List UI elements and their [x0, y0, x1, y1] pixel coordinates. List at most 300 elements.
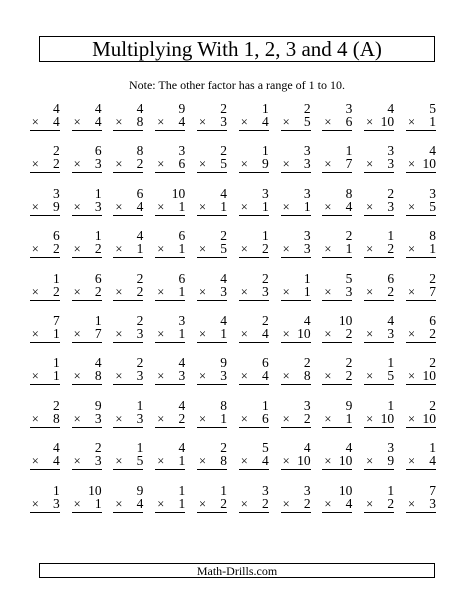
times-sign: ×: [282, 157, 290, 172]
bottom-row: [406, 454, 436, 470]
bottom-row: [364, 115, 394, 131]
multiplication-problem: [22, 310, 64, 352]
bottom-row: [30, 327, 60, 343]
top-factor: 3: [387, 143, 395, 159]
bottom-row: [155, 497, 185, 513]
times-sign: ×: [366, 454, 374, 469]
multiplication-problem: [64, 98, 106, 140]
top-factor: 4: [220, 270, 227, 286]
top-factor: 2: [345, 228, 353, 244]
top-factor: 4: [178, 355, 186, 371]
multiplication-problem: [22, 140, 64, 182]
bottom-row: [113, 200, 143, 216]
top-factor: 1: [53, 482, 60, 498]
top-factor: 10: [338, 312, 353, 328]
multiplication-problem: [231, 140, 273, 182]
top-factor: 4: [429, 143, 436, 159]
bottom-row: [239, 157, 269, 173]
times-sign: ×: [73, 115, 81, 129]
bottom-row: [30, 412, 60, 428]
bottom-row: [281, 497, 311, 513]
bottom-row: [197, 115, 227, 131]
times-sign: ×: [115, 115, 123, 129]
bottom-factor: 10: [297, 453, 311, 469]
bottom-factor: 7: [94, 325, 102, 341]
times-sign: ×: [240, 199, 248, 214]
bottom-row: [281, 369, 311, 385]
bottom-row: [364, 200, 394, 216]
top-factor: 2: [303, 355, 311, 371]
bottom-row: [281, 200, 311, 216]
top-factor: 8: [220, 397, 227, 413]
top-factor: 8: [429, 228, 436, 244]
multiplication-problem: [231, 352, 273, 394]
bottom-row: [239, 242, 269, 258]
bottom-row: [239, 200, 269, 216]
bottom-row: [72, 497, 102, 513]
bottom-factor: 4: [53, 114, 60, 129]
bottom-row: [155, 412, 185, 428]
bottom-factor: 4: [136, 198, 144, 214]
times-sign: ×: [282, 454, 290, 469]
multiplication-problem: [22, 480, 64, 522]
bottom-row: [30, 115, 60, 131]
bottom-factor: 2: [220, 495, 227, 511]
top-factor: 4: [178, 440, 186, 456]
top-factor: 4: [94, 101, 102, 116]
times-sign: ×: [157, 454, 165, 469]
multiplication-problem: [231, 310, 273, 352]
top-factor: 6: [262, 355, 269, 371]
bottom-factor: 1: [178, 325, 186, 341]
times-sign: ×: [31, 242, 39, 257]
multiplication-problem: [398, 98, 440, 140]
times-sign: ×: [366, 369, 374, 384]
multiplication-problem: [22, 395, 64, 437]
bottom-row: [322, 115, 352, 131]
top-factor: 3: [262, 482, 269, 498]
bottom-row: [113, 454, 143, 470]
bottom-row: [155, 285, 185, 301]
bottom-factor: 6: [178, 156, 186, 172]
multiplication-problem: [231, 183, 273, 225]
bottom-factor: 1: [303, 283, 311, 299]
top-factor: 9: [94, 397, 102, 413]
times-sign: ×: [407, 496, 416, 511]
multiplication-problem: [64, 480, 106, 522]
bottom-row: [72, 285, 102, 301]
top-factor: 1: [262, 228, 269, 244]
multiplication-problem: [147, 225, 189, 267]
times-sign: ×: [198, 326, 207, 341]
bottom-factor: 2: [178, 410, 186, 426]
top-factor: 1: [94, 312, 102, 328]
top-factor: 10: [338, 482, 353, 498]
top-factor: 2: [53, 397, 60, 413]
multiplication-problem: [106, 140, 148, 182]
multiplication-problem: [64, 225, 106, 267]
times-sign: ×: [407, 157, 416, 172]
multiplication-problem: [398, 310, 440, 352]
bottom-row: [322, 200, 352, 216]
times-sign: ×: [366, 242, 374, 257]
bottom-factor: 5: [220, 156, 227, 172]
bottom-factor: 1: [178, 453, 186, 469]
multiplication-problem: [315, 310, 357, 352]
bottom-factor: 5: [303, 114, 311, 129]
top-factor: 3: [303, 143, 311, 159]
multiplication-problem: [315, 480, 357, 522]
bottom-row: [113, 412, 143, 428]
top-factor: 7: [429, 482, 436, 498]
multiplication-problem: [147, 437, 189, 479]
top-factor: 1: [429, 440, 436, 456]
multiplication-problem: [147, 268, 189, 310]
multiplication-problem: [231, 437, 273, 479]
bottom-factor: 3: [94, 453, 102, 469]
bottom-factor: 3: [429, 495, 436, 511]
bottom-factor: 3: [220, 368, 227, 384]
times-sign: ×: [115, 242, 123, 257]
multiplication-problem: [398, 183, 440, 225]
times-sign: ×: [115, 326, 123, 341]
bottom-row: [281, 454, 311, 470]
times-sign: ×: [198, 242, 207, 257]
times-sign: ×: [407, 284, 416, 299]
bottom-factor: 4: [429, 453, 436, 469]
top-factor: 4: [178, 397, 186, 413]
bottom-row: [197, 285, 227, 301]
top-factor: 2: [94, 440, 102, 456]
bottom-row: [364, 369, 394, 385]
bottom-factor: 10: [380, 114, 395, 129]
multiplication-problem: [315, 225, 357, 267]
multiplication-problem: [273, 140, 315, 182]
top-factor: 6: [94, 270, 102, 286]
bottom-factor: 8: [136, 114, 144, 129]
bottom-factor: 2: [94, 283, 102, 299]
multiplication-problem: [356, 225, 398, 267]
bottom-row: [30, 157, 60, 173]
bottom-row: [406, 242, 436, 258]
times-sign: ×: [31, 157, 39, 172]
multiplication-problem: [231, 268, 273, 310]
bottom-row: [322, 327, 352, 343]
bottom-row: [281, 285, 311, 301]
top-factor: 3: [303, 397, 311, 413]
bottom-factor: 1: [345, 241, 353, 257]
bottom-row: [30, 242, 60, 258]
times-sign: ×: [282, 115, 290, 129]
bottom-factor: 1: [178, 495, 186, 511]
bottom-factor: 8: [53, 410, 60, 426]
top-factor: 4: [136, 101, 144, 116]
bottom-row: [364, 242, 394, 258]
times-sign: ×: [157, 242, 165, 257]
top-factor: 1: [178, 482, 186, 498]
bottom-row: [406, 115, 436, 131]
bottom-factor: 4: [94, 114, 102, 129]
bottom-factor: 3: [136, 325, 144, 341]
top-factor: 2: [262, 312, 269, 328]
multiplication-problem: [356, 140, 398, 182]
top-factor: 5: [429, 101, 436, 116]
bottom-row: [30, 369, 60, 385]
bottom-row: [72, 369, 102, 385]
times-sign: ×: [240, 242, 248, 257]
bottom-row: [155, 115, 185, 131]
bottom-factor: 2: [303, 410, 311, 426]
top-factor: 3: [178, 143, 186, 159]
top-factor: 8: [136, 143, 144, 159]
bottom-factor: 2: [429, 325, 436, 341]
times-sign: ×: [282, 199, 290, 214]
times-sign: ×: [282, 242, 290, 257]
top-factor: 9: [178, 101, 186, 116]
top-factor: 1: [94, 228, 102, 244]
top-factor: 2: [429, 355, 436, 371]
top-factor: 2: [303, 101, 311, 116]
top-factor: 3: [262, 185, 269, 201]
bottom-factor: 3: [94, 156, 102, 172]
multiplication-problem: [356, 352, 398, 394]
times-sign: ×: [157, 411, 165, 426]
top-factor: 4: [53, 101, 60, 116]
multiplication-problem: [398, 225, 440, 267]
top-factor: 1: [262, 397, 269, 413]
bottom-row: [72, 115, 102, 131]
top-factor: 6: [178, 228, 186, 244]
multiplication-problem: [147, 480, 189, 522]
bottom-row: [155, 200, 185, 216]
bottom-factor: 6: [345, 114, 353, 129]
top-factor: 10: [88, 482, 102, 498]
multiplication-problem: [356, 480, 398, 522]
multiplication-problem: [189, 352, 231, 394]
multiplication-problem: [147, 98, 189, 140]
bottom-factor: 2: [387, 241, 395, 257]
top-factor: 2: [345, 355, 353, 371]
times-sign: ×: [324, 326, 332, 341]
top-factor: 2: [429, 270, 436, 286]
bottom-row: [197, 412, 227, 428]
multiplication-problem: [273, 310, 315, 352]
bottom-factor: 4: [136, 495, 144, 511]
multiplication-problem: [64, 183, 106, 225]
multiplication-problem: [398, 268, 440, 310]
times-sign: ×: [115, 157, 123, 172]
top-factor: 1: [220, 482, 227, 498]
multiplication-problem: [273, 268, 315, 310]
multiplication-problem: [106, 268, 148, 310]
bottom-row: [406, 285, 436, 301]
times-sign: ×: [198, 157, 207, 172]
bottom-factor: 3: [345, 283, 353, 299]
bottom-factor: 3: [136, 368, 144, 384]
top-factor: 4: [53, 440, 60, 456]
bottom-factor: 1: [220, 410, 227, 426]
multiplication-problem: [356, 183, 398, 225]
multiplication-problem: [189, 98, 231, 140]
times-sign: ×: [240, 411, 248, 426]
bottom-row: [406, 200, 436, 216]
bottom-row: [322, 454, 352, 470]
bottom-factor: 3: [387, 156, 395, 172]
times-sign: ×: [282, 369, 290, 384]
multiplication-problem: [398, 140, 440, 182]
bottom-factor: 4: [178, 114, 186, 129]
times-sign: ×: [282, 411, 290, 426]
top-factor: 6: [94, 143, 102, 159]
multiplication-problem: [356, 437, 398, 479]
times-sign: ×: [407, 199, 416, 214]
times-sign: ×: [366, 326, 374, 341]
bottom-row: [239, 327, 269, 343]
times-sign: ×: [115, 369, 123, 384]
times-sign: ×: [366, 496, 374, 511]
bottom-factor: 1: [178, 241, 186, 257]
top-factor: 6: [387, 270, 395, 286]
bottom-row: [322, 369, 352, 385]
times-sign: ×: [198, 369, 207, 384]
top-factor: 2: [220, 440, 227, 456]
multiplication-problem: [22, 268, 64, 310]
top-factor: 4: [345, 440, 353, 456]
times-sign: ×: [157, 199, 165, 214]
times-sign: ×: [240, 369, 248, 384]
bottom-factor: 3: [53, 495, 60, 511]
times-sign: ×: [198, 411, 207, 426]
times-sign: ×: [366, 411, 374, 426]
times-sign: ×: [73, 284, 81, 299]
times-sign: ×: [407, 115, 416, 129]
bottom-row: [197, 242, 227, 258]
top-factor: 2: [220, 143, 227, 159]
top-factor: 3: [345, 101, 353, 116]
times-sign: ×: [31, 454, 39, 469]
top-factor: 1: [262, 101, 269, 116]
range-note: Note: The other factor has a range of 1 to 10.: [128, 78, 346, 92]
bottom-factor: 8: [220, 453, 227, 469]
times-sign: ×: [324, 199, 332, 214]
bottom-factor: 1: [178, 283, 186, 299]
bottom-factor: 2: [136, 156, 144, 172]
bottom-factor: 1: [136, 241, 144, 257]
bottom-factor: 1: [429, 241, 436, 257]
times-sign: ×: [407, 369, 416, 384]
bottom-factor: 2: [262, 241, 269, 257]
times-sign: ×: [157, 115, 165, 129]
bottom-row: [406, 412, 436, 428]
bottom-row: [72, 200, 102, 216]
multiplication-problem: [356, 310, 398, 352]
bottom-row: [113, 327, 143, 343]
bottom-row: [197, 369, 227, 385]
times-sign: ×: [31, 411, 39, 426]
times-sign: ×: [73, 326, 81, 341]
top-factor: 8: [345, 185, 353, 201]
bottom-row: [72, 454, 102, 470]
bottom-row: [155, 454, 185, 470]
times-sign: ×: [240, 284, 248, 299]
bottom-factor: 6: [262, 410, 269, 426]
times-sign: ×: [73, 411, 81, 426]
top-factor: 1: [53, 355, 60, 371]
top-factor: 4: [220, 312, 227, 328]
bottom-factor: 8: [94, 368, 102, 384]
times-sign: ×: [157, 157, 165, 172]
bottom-factor: 5: [387, 368, 395, 384]
multiplication-problem: [22, 437, 64, 479]
top-factor: 5: [262, 440, 269, 456]
top-factor: 1: [94, 185, 102, 201]
top-factor: 2: [53, 143, 60, 159]
top-factor: 6: [53, 228, 60, 244]
multiplication-problem: [189, 480, 231, 522]
bottom-factor: 9: [387, 453, 395, 469]
times-sign: ×: [198, 115, 207, 129]
bottom-factor: 1: [220, 325, 227, 341]
bottom-row: [239, 454, 269, 470]
top-factor: 9: [136, 482, 144, 498]
bottom-row: [197, 497, 227, 513]
bottom-factor: 3: [94, 410, 102, 426]
bottom-factor: 3: [303, 241, 311, 257]
times-sign: ×: [31, 284, 39, 299]
times-sign: ×: [115, 411, 123, 426]
bottom-factor: 10: [422, 410, 436, 426]
bottom-row: [406, 157, 436, 173]
bottom-factor: 2: [387, 283, 395, 299]
times-sign: ×: [407, 242, 416, 257]
times-sign: ×: [31, 199, 39, 214]
multiplication-problem: [147, 395, 189, 437]
top-factor: 1: [387, 397, 395, 413]
bottom-row: [113, 242, 143, 258]
bottom-row: [322, 412, 352, 428]
multiplication-problem: [147, 352, 189, 394]
multiplication-problem: [273, 395, 315, 437]
multiplication-problem: [64, 310, 106, 352]
bottom-factor: 1: [220, 198, 227, 214]
top-factor: 4: [387, 101, 395, 116]
bottom-row: [364, 327, 394, 343]
multiplication-problem: [189, 225, 231, 267]
times-sign: ×: [282, 326, 290, 341]
top-factor: 1: [387, 355, 395, 371]
multiplication-problem: [106, 395, 148, 437]
multiplication-problem: [315, 268, 357, 310]
bottom-row: [113, 157, 143, 173]
bottom-row: [364, 412, 394, 428]
multiplication-problem: [64, 140, 106, 182]
multiplication-problem: [106, 98, 148, 140]
bottom-row: [197, 157, 227, 173]
bottom-row: [364, 454, 394, 470]
bottom-factor: 3: [136, 410, 144, 426]
top-factor: 6: [136, 185, 144, 201]
top-factor: 4: [387, 312, 395, 328]
bottom-factor: 9: [53, 198, 60, 214]
top-factor: 2: [136, 312, 144, 328]
bottom-factor: 2: [303, 495, 311, 511]
times-sign: ×: [115, 496, 123, 511]
times-sign: ×: [157, 284, 165, 299]
footer: [39, 563, 435, 578]
times-sign: ×: [324, 454, 332, 469]
top-factor: 1: [387, 228, 395, 244]
bottom-factor: 2: [136, 283, 144, 299]
